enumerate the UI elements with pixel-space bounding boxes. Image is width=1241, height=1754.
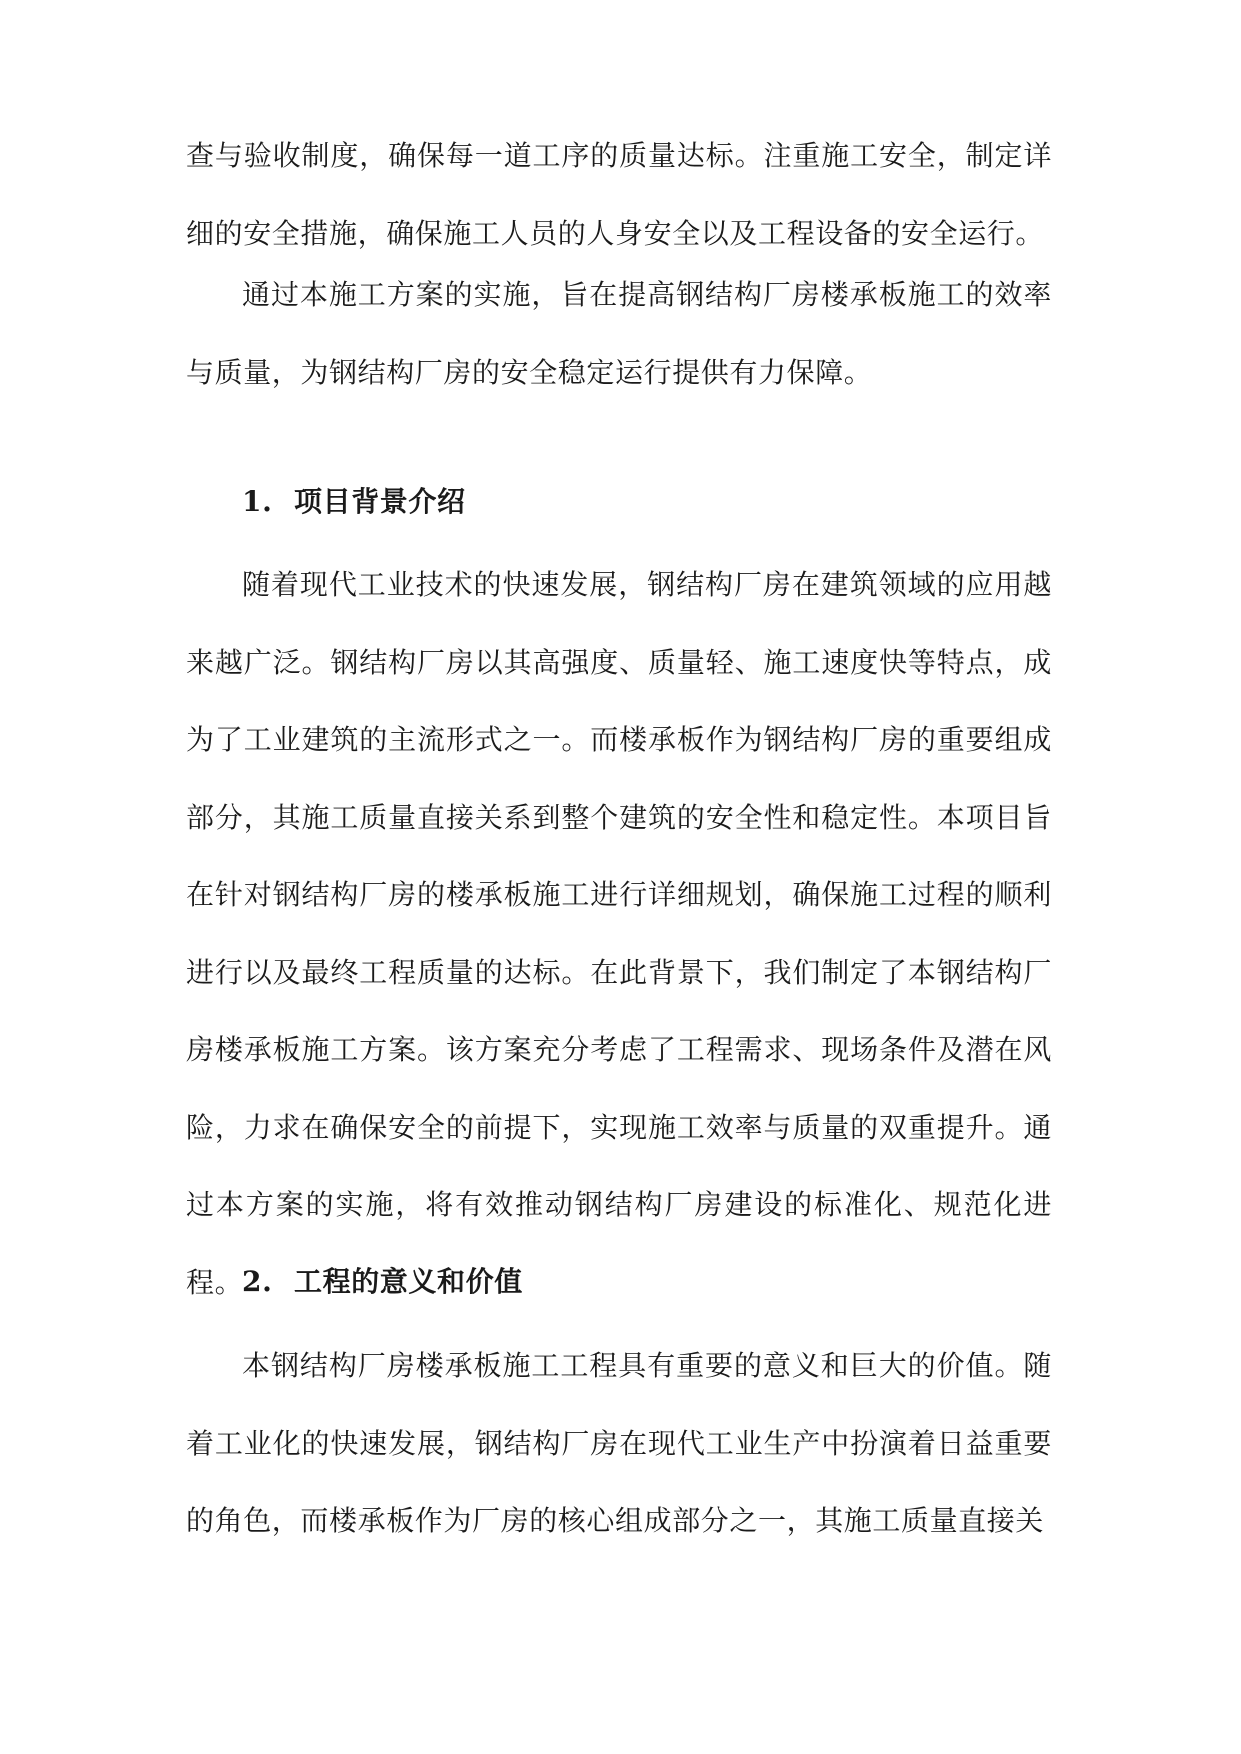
section-title: 工程的意义和价值	[294, 1265, 523, 1298]
paragraph-intro-purpose: 通过本施工方案的实施，旨在提高钢结构厂房楼承板施工的效率与质量，为钢结构厂房的安全稳定运行提供有力保障。	[186, 278, 1052, 389]
paragraph-project-significance: 本钢结构厂房楼承板施工工程具有重要的意义和巨大的价值。随着工业化的快速发展，钢结构厂房在现代工业生产中扮演着日益重要的角色，而楼承板作为厂房的核心组成部分之一，其施工质量直接关	[186, 1349, 1052, 1537]
section-number: 2.	[242, 1265, 273, 1298]
section-heading-2	[242, 1262, 1042, 1302]
paragraph-intro-continued: 查与验收制度，确保每一道工序的质量达标。注重施工安全，制定详细的安全措施，确保施工人员的人身安全以及工程设备的安全运行。	[186, 139, 1052, 250]
section-title: 项目背景介绍	[294, 485, 466, 518]
section-heading-1	[242, 482, 1042, 522]
paragraph-project-background: 随着现代工业技术的快速发展，钢结构厂房在建筑领域的应用越来越广泛。钢结构厂房以其高强度、质量轻、施工速度快等特点，成为了工业建筑的主流形式之一。而楼承板作为钢结构厂房的重要组成部分，其施工质量直接关系到整个建筑的安全性和稳定性。本项目旨在针对钢结构厂房的楼承板施工进行详细规划，确保施工过程的顺利进行以及最终工程质量的达标。在此背景下，我们制定了本钢结构厂房楼承板施工方案。该方案充分考虑了工程需求、现场条件及潜在风险，力求在确保安全的前提下，实现施工效率与质量的双重提升。通过本方案的实施，将有效推动钢结构厂房建设的标准化、规范化进程。	[186, 568, 1052, 1299]
section-number: 1.	[242, 485, 273, 518]
